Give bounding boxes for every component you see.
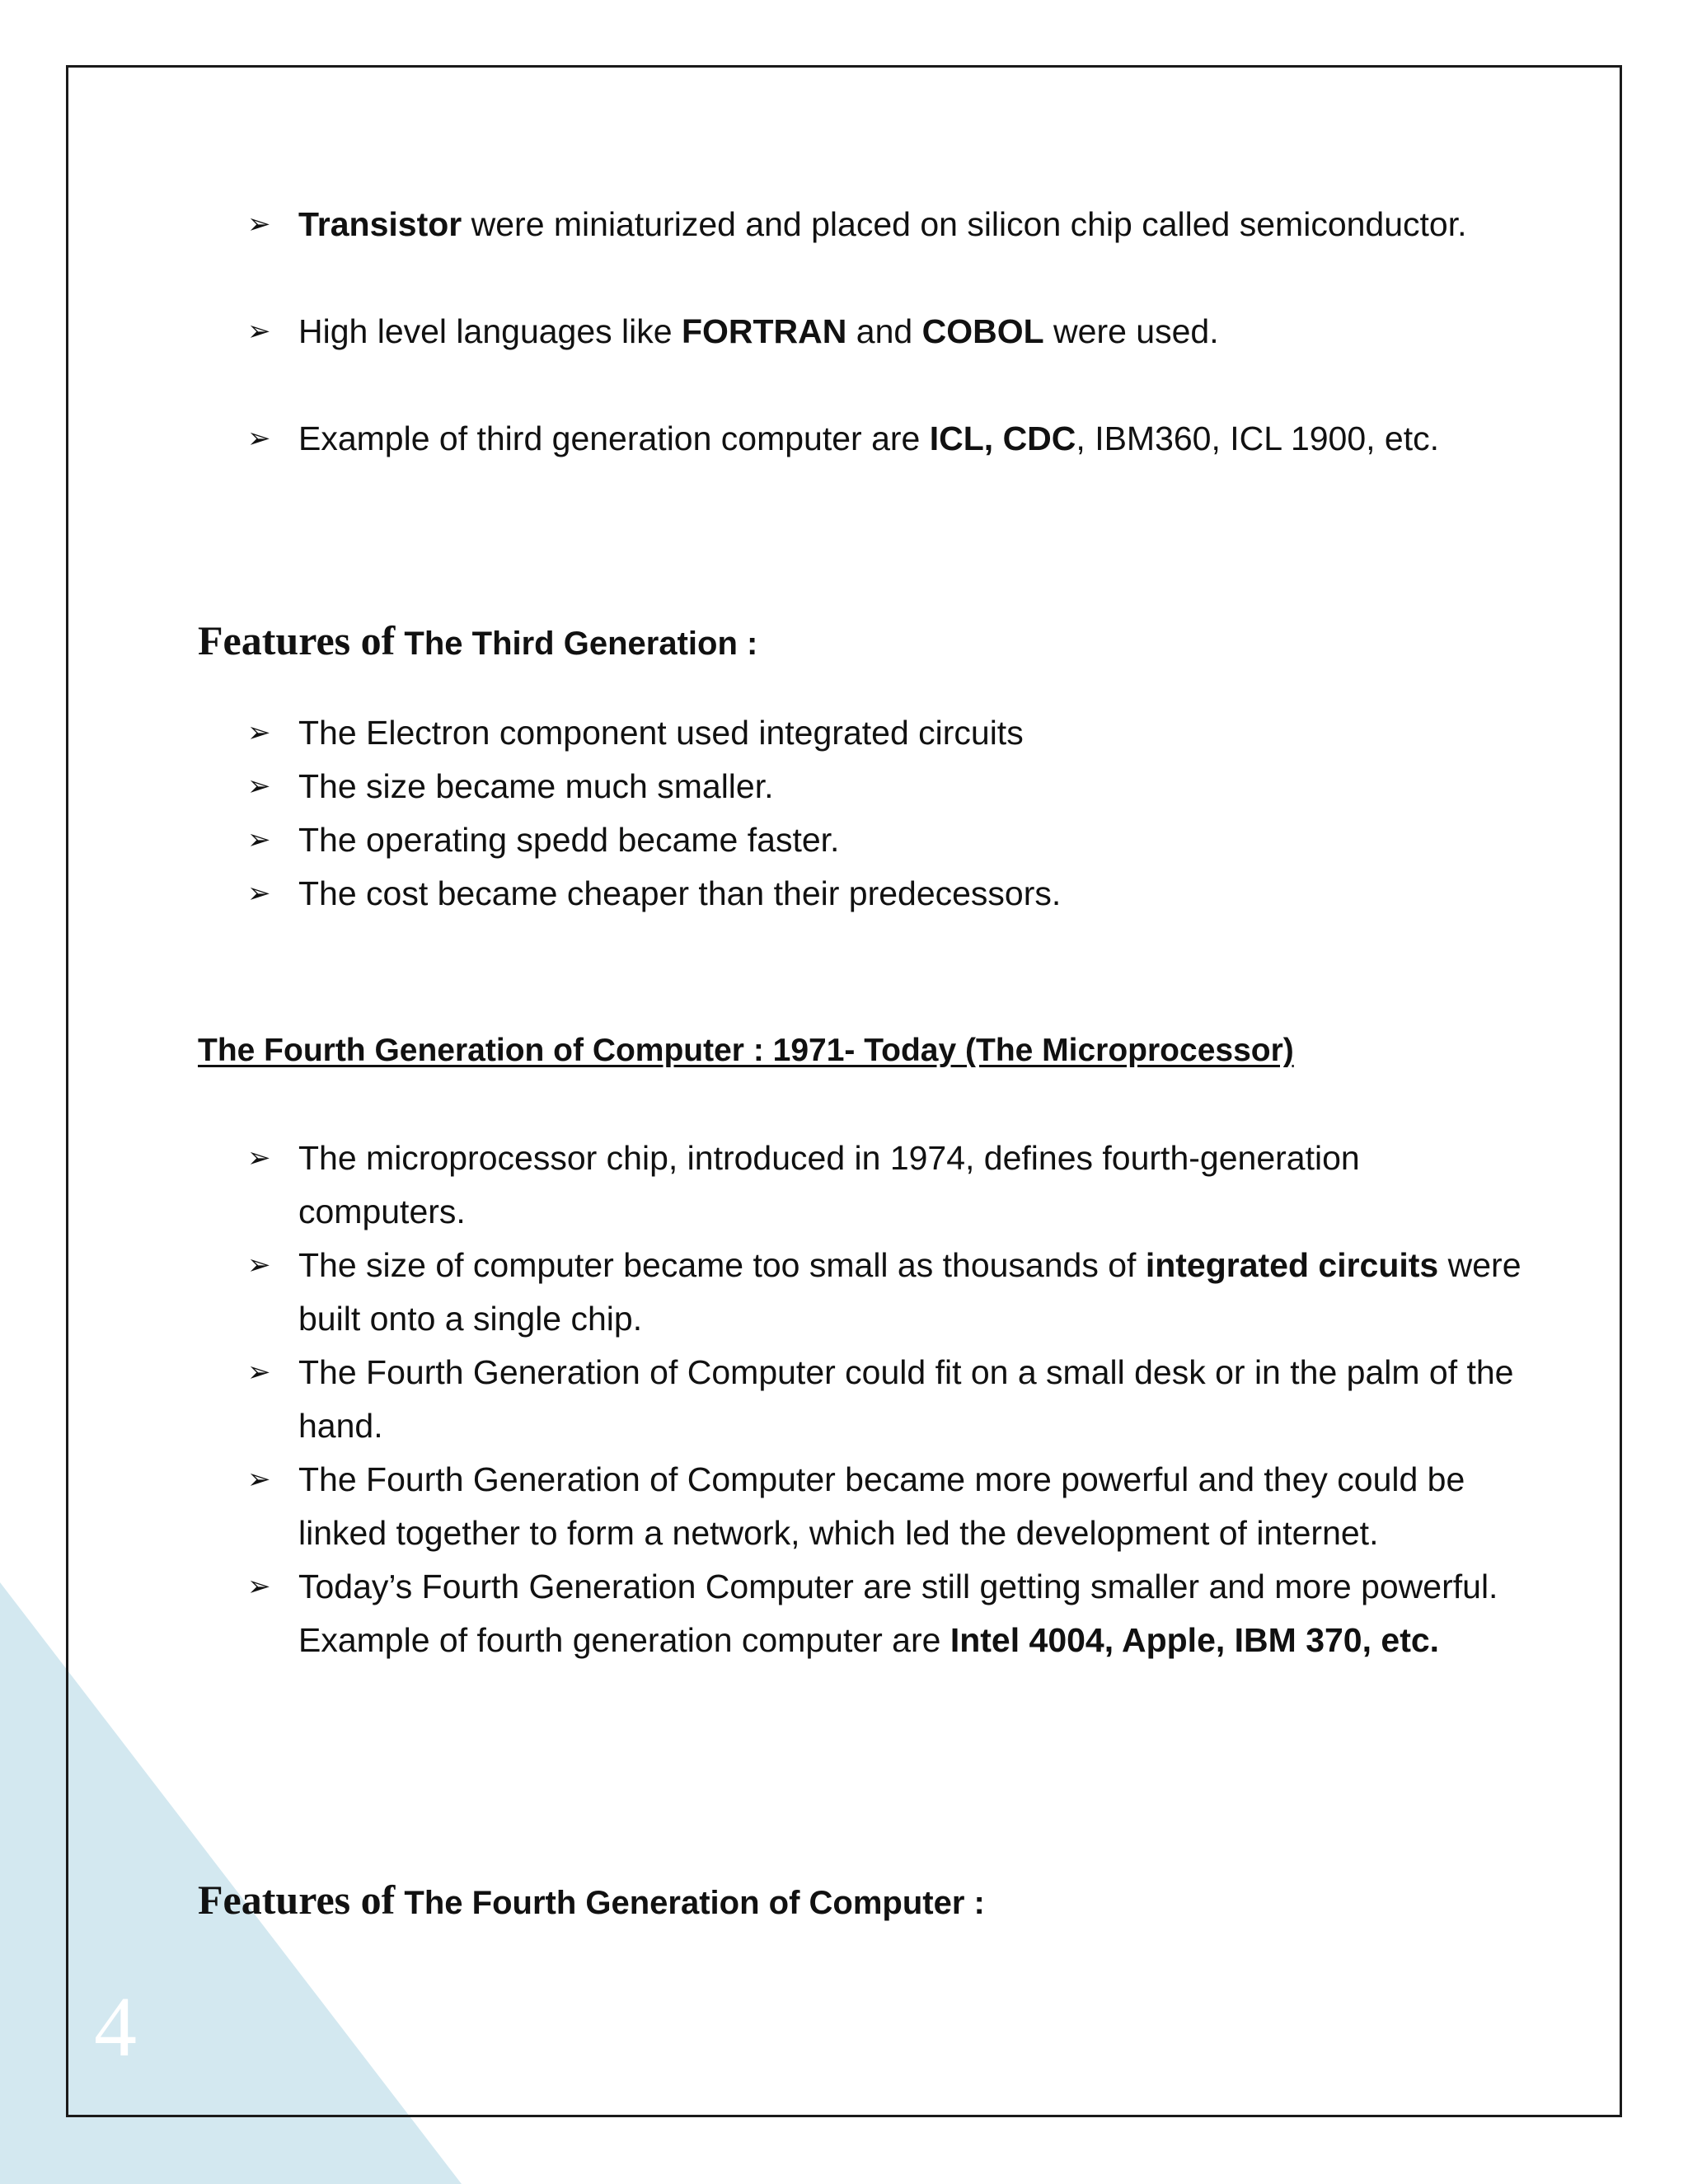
arrowhead-bullet-icon: ➢: [247, 1464, 271, 1495]
item-text: Transistor were miniaturized and placed on silicon chip called semiconductor.: [298, 205, 1467, 243]
list-item: [247, 1132, 1533, 1239]
list-item: [247, 1560, 1533, 1667]
item-text: The Electron component used integrated circuits: [298, 714, 1024, 752]
item-text: Today’s Fourth Generation Computer are still getting smaller and more powerful. Example of fourth generation computer are Intel 4004, Apple, IBM 370, etc.: [298, 1568, 1498, 1659]
page-number: 4: [94, 1980, 137, 2074]
arrowhead-bullet-icon: ➢: [247, 1249, 271, 1281]
list-item: [247, 1453, 1533, 1560]
arrowhead-bullet-icon: ➢: [247, 717, 271, 748]
arrowhead-bullet-icon: ➢: [247, 1142, 271, 1174]
third-generation-list: [247, 198, 1533, 466]
item-text: The size became much smaller.: [298, 767, 774, 805]
arrowhead-bullet-icon: ➢: [247, 771, 271, 802]
list-item: [247, 412, 1533, 466]
list-item: [247, 198, 1533, 251]
item-text: The microprocessor chip, introduced in 1974, defines fourth-generation computers.: [298, 1139, 1360, 1230]
item-text: The operating spedd became faster.: [298, 821, 840, 859]
item-text: The size of computer became too small as thousands of integrated circuits were built onto a single chip.: [298, 1246, 1522, 1338]
item-text: The Fourth Generation of Computer could fit on a small desk or in the palm of the hand.: [298, 1353, 1514, 1445]
list-item: [247, 706, 1533, 760]
list-item: [247, 813, 1533, 867]
item-text: Example of third generation computer are ICL, CDC, IBM360, ICL 1900, etc.: [298, 419, 1440, 457]
arrowhead-bullet-icon: ➢: [247, 1357, 271, 1388]
list-item: [247, 760, 1533, 813]
arrowhead-bullet-icon: ➢: [247, 423, 271, 454]
third-features-list: [247, 706, 1533, 921]
list-item: [247, 1239, 1533, 1346]
list-item: [247, 867, 1533, 921]
list-item: [247, 1346, 1533, 1453]
fourth-generation-heading: The Fourth Generation of Computer : 1971- Today (The Microprocessor): [198, 1033, 1294, 1068]
arrowhead-bullet-icon: ➢: [247, 316, 271, 347]
arrowhead-bullet-icon: ➢: [247, 878, 271, 909]
arrowhead-bullet-icon: ➢: [247, 1571, 271, 1602]
item-text: The Fourth Generation of Computer became more powerful and they could be linked together to form a network, which led the development of internet.: [298, 1460, 1465, 1552]
arrowhead-bullet-icon: ➢: [247, 209, 271, 240]
fourth-features-heading: Features of The Fourth Generation of Computer :: [198, 1877, 985, 1923]
item-text: The cost became cheaper than their predecessors.: [298, 874, 1062, 912]
third-features-heading: Features of The Third Generation :: [198, 617, 758, 663]
arrowhead-bullet-icon: ➢: [247, 824, 271, 855]
fourth-generation-list: [247, 1132, 1533, 1667]
item-text: High level languages like FORTRAN and COBOL were used.: [298, 312, 1219, 350]
list-item: [247, 305, 1533, 359]
